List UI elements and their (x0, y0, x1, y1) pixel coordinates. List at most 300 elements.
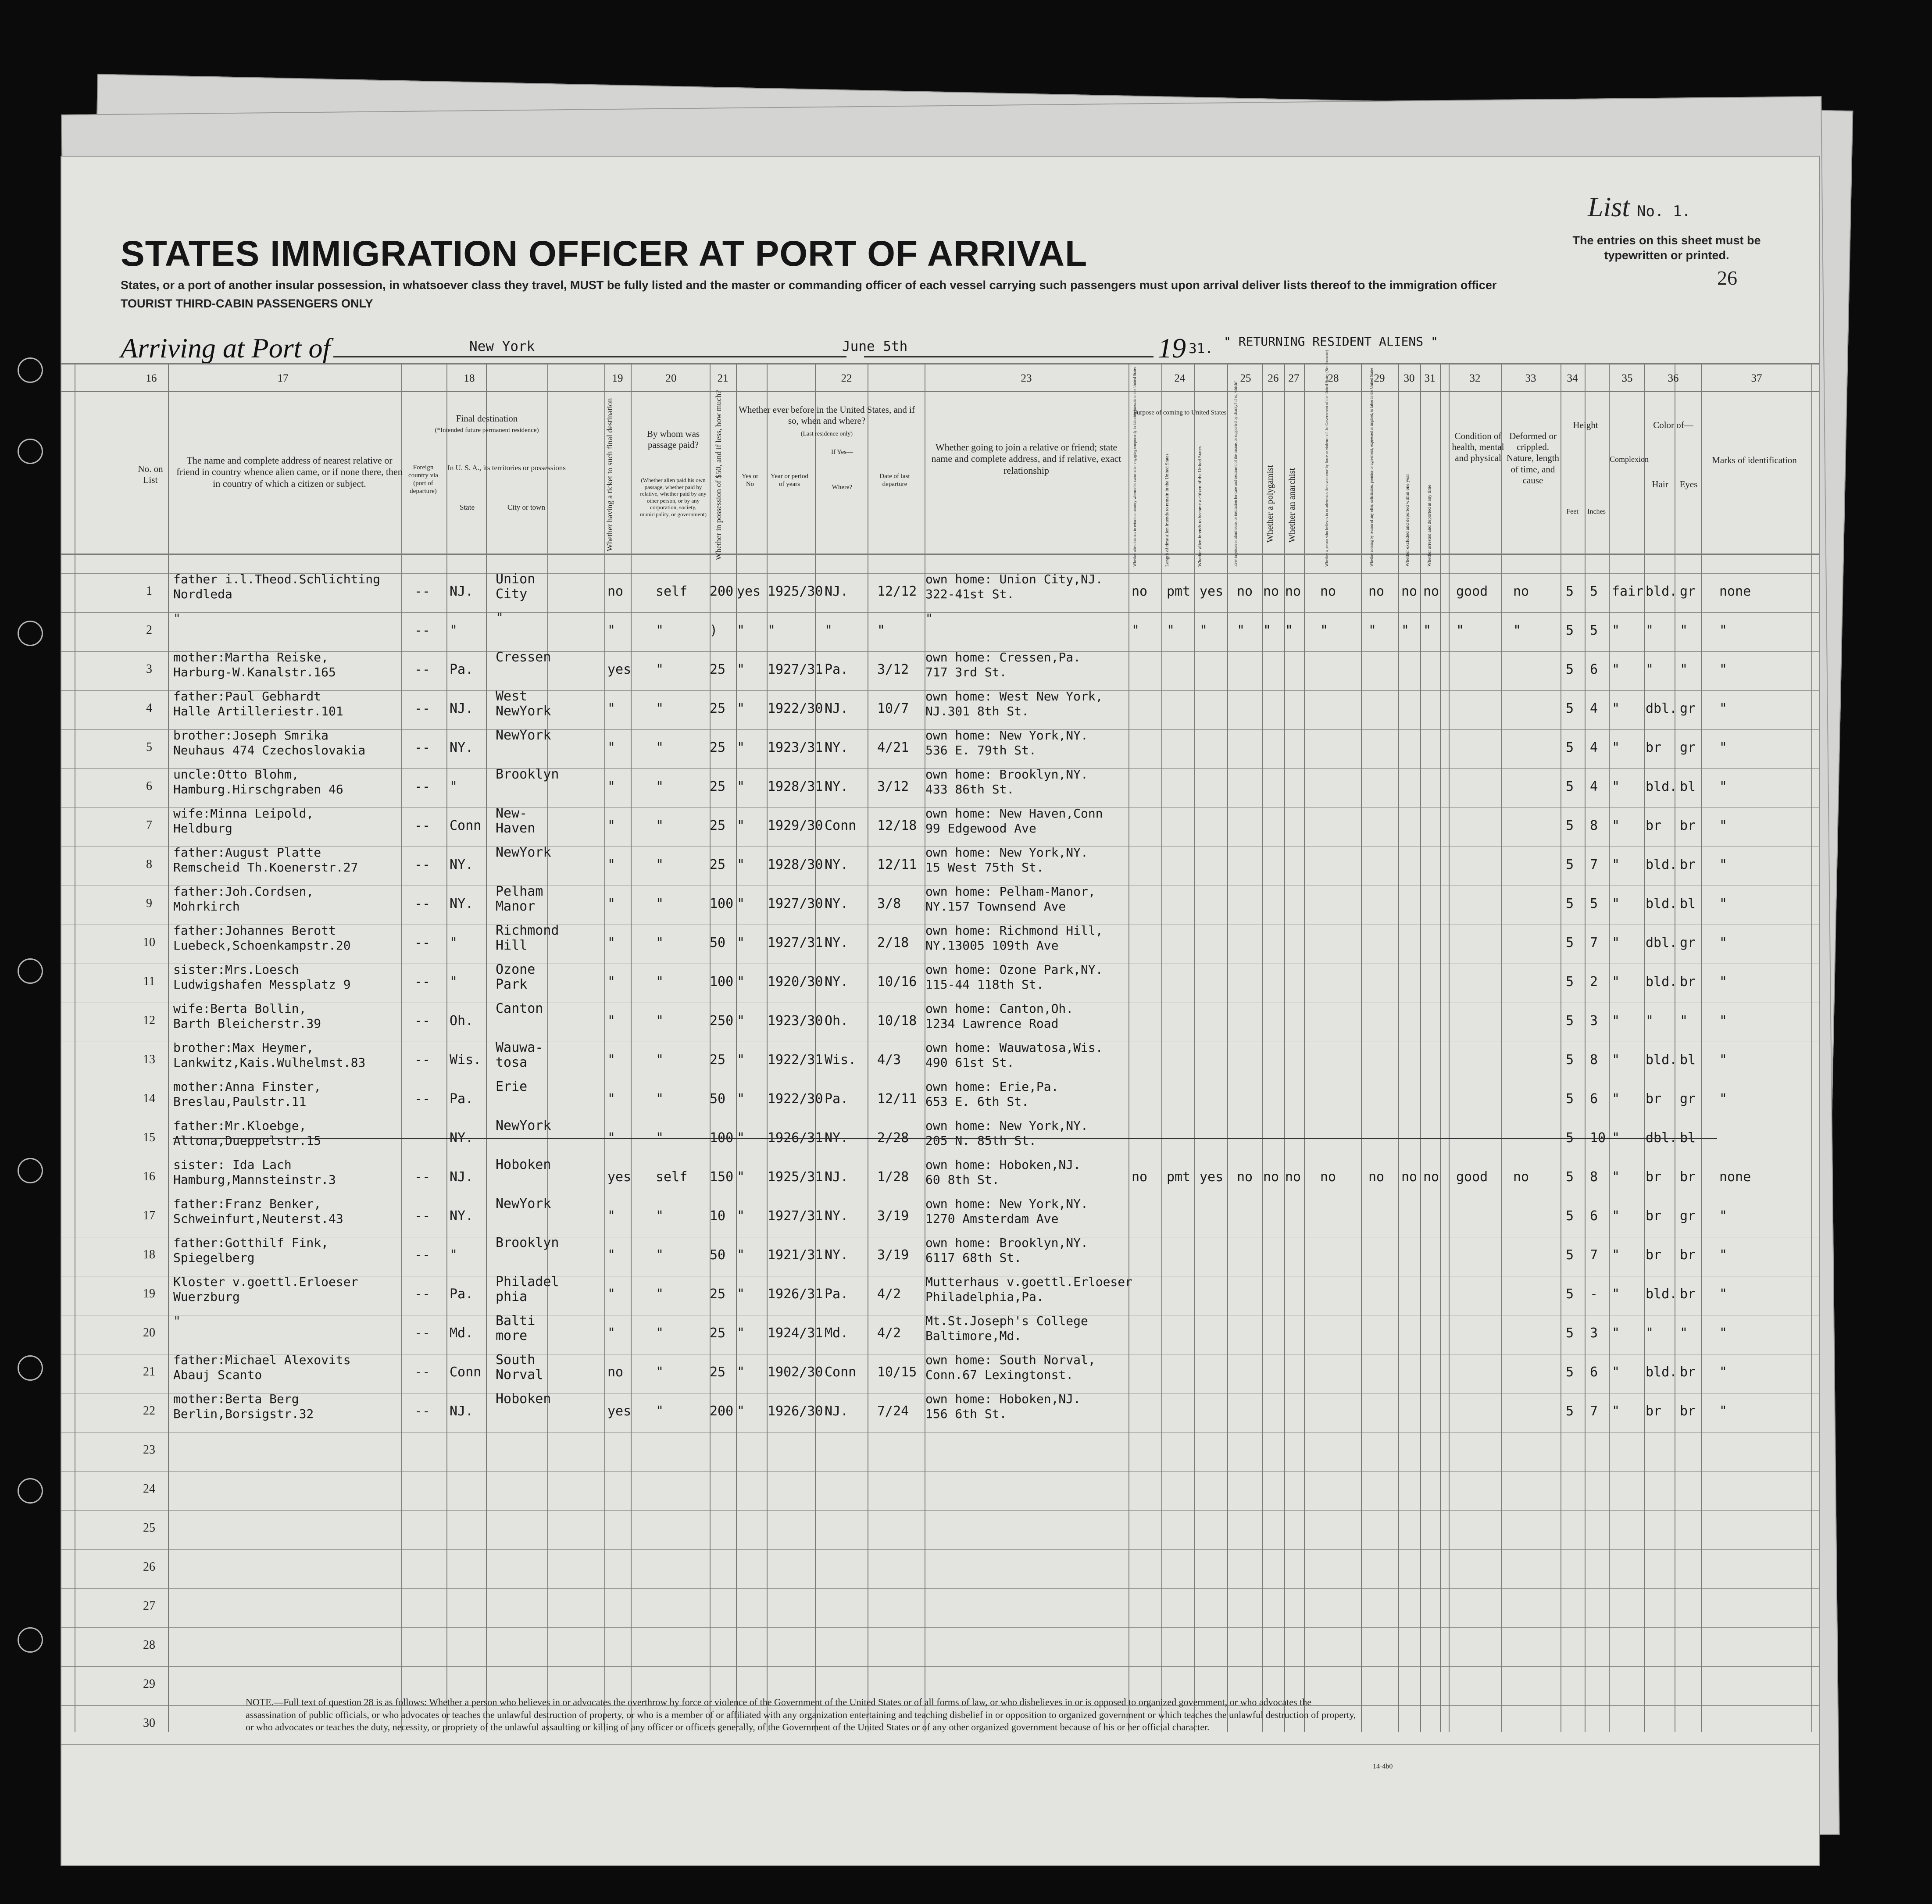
cell-joining-name: own home: Hoboken,NJ. (925, 1392, 1081, 1406)
cell-before-yes: " (737, 974, 745, 990)
cell-ticket: " (607, 740, 616, 755)
cell-joining-name: own home: New York,NY. (925, 1197, 1088, 1211)
cell-marks: " (1719, 1013, 1728, 1029)
cell-complexion: " (1612, 623, 1620, 638)
cell-city: Brooklyn (496, 1235, 559, 1250)
cell-years: 1923/31 (768, 740, 823, 755)
cell-relative-name: mother:Martha Reiske, (173, 650, 329, 664)
cell-marks: " (1719, 935, 1728, 950)
cell-paid-by: " (656, 779, 664, 794)
cell-inches: 8 (1590, 1169, 1598, 1185)
cell-departure-date: 12/11 (877, 1091, 917, 1107)
cell-where: Pa. (825, 662, 849, 677)
cell-marks: " (1719, 1052, 1728, 1068)
column-rule (1420, 363, 1421, 1732)
cell-joining-address: NY.157 Townsend Ave (925, 899, 1066, 914)
cell-where: NY. (825, 1208, 849, 1224)
cell-paid-by: " (656, 1208, 664, 1224)
cell-hair: br (1646, 740, 1662, 755)
column-rule (604, 363, 605, 1732)
cell-city-line2: Hill (496, 938, 528, 953)
header-28: Whether a person who believes in or advocates the overthrow by force or violence of the Government of the United States (See footnote) (1325, 350, 1329, 567)
cell-years: 1927/31 (768, 935, 823, 950)
column-rule (401, 363, 402, 1732)
cell-foreign-country: -- (414, 1091, 431, 1107)
cell-col-28: no (1320, 1169, 1336, 1185)
cell-complexion: " (1612, 1013, 1620, 1029)
column-rule (1585, 363, 1586, 1732)
binder-hole (18, 1158, 43, 1183)
cell-before-yes: " (737, 1130, 745, 1146)
cell-before-yes: " (737, 1325, 745, 1341)
cell-foreign-country: -- (414, 623, 431, 638)
cell-before-yes: " (737, 701, 745, 716)
cell-departure-date: 10/18 (877, 1013, 917, 1029)
header-where: Where? (832, 484, 853, 491)
cell-before-yes: " (737, 779, 745, 794)
footnote: NOTE.—Full text of question 28 is as follows: Whether a person who believes in or advocates the overthrow by force or violence of the Government of the United States or of all forms of law, or who disbelieves in or is opposed to organized government, or who advocates the assassination of public officials, or who advocates or teaches the unlawful destruction of property, or who is a member of or affiliated with any organization entertaining and teaching disbelief in or opposition to organized government or which teaches the unlawful destruction of property, or who advocates or teaches the duty, necessity, or propriety of the unlawful assaulting or killing of any officer or officers generally, of the Government of the United States or of any other organized government because of his or her official character. (246, 1697, 1356, 1733)
column-rule (1262, 363, 1263, 1732)
cell-col-31: no (1423, 584, 1439, 599)
row-number: 1 (146, 584, 152, 598)
cell-before-yes: " (737, 818, 745, 833)
cell-state: Oh. (450, 1013, 474, 1029)
column-rule (1811, 363, 1812, 1732)
cell-inches: 5 (1590, 623, 1598, 638)
cell-joining-name: " (925, 611, 933, 625)
cell-before-yes: " (737, 740, 745, 755)
column-rule (1128, 363, 1129, 1732)
cell-paid-by: " (656, 857, 664, 872)
cell-foreign-country: -- (414, 935, 431, 950)
cell-years: 1926/30 (768, 1404, 823, 1419)
cell-before-yes: " (737, 662, 745, 677)
cell-col-28: no (1320, 584, 1336, 599)
header-24b: Length of time alien intends to remain in the United States (1164, 454, 1170, 567)
cell-eyes: br (1680, 1286, 1696, 1302)
header-color-of: Color of— (1653, 420, 1693, 430)
cell-col-30: " (1401, 623, 1410, 638)
cell-hair: dbl. (1646, 1130, 1678, 1146)
cell-departure-date: 2/18 (877, 935, 909, 950)
cell-joining-name: own home: Richmond Hill, (925, 923, 1103, 938)
row-rule (61, 612, 1820, 613)
cell-departure-date: 10/15 (877, 1365, 917, 1380)
cell-relative-name: mother:Anna Finster, (173, 1079, 321, 1094)
header-city: City or town (507, 503, 545, 511)
row-number: 11 (143, 975, 155, 988)
cell-eyes: bl (1680, 779, 1696, 794)
cell-paid-by: " (656, 1247, 664, 1263)
row-number: 17 (143, 1209, 155, 1222)
cell-joining-address: 433 86th St. (925, 782, 1014, 797)
cell-foreign-country: -- (414, 1325, 431, 1341)
cell-inches: 2 (1590, 974, 1598, 990)
cell-paid-by: " (656, 1052, 664, 1068)
cell-col-24a: no (1132, 584, 1148, 599)
column-number: 33 (1525, 372, 1536, 384)
cell-paid-by: " (656, 1404, 664, 1419)
binder-hole (18, 958, 43, 984)
cell-relative-address: Nordleda (173, 587, 232, 601)
cell-eyes: gr (1680, 584, 1696, 599)
column-rule (1194, 363, 1195, 1732)
row-number: 9 (146, 897, 152, 910)
cell-hair: br (1646, 1091, 1662, 1107)
cell-col-31: no (1423, 1169, 1439, 1185)
cell-state: Wis. (450, 1052, 482, 1068)
cell-years: 1922/30 (768, 701, 823, 716)
cell-city-line2: Haven (496, 821, 536, 836)
cell-ticket: " (607, 1247, 616, 1263)
cell-city: Pelham (496, 884, 543, 899)
cell-money: 200 (710, 584, 734, 599)
column-rule (1644, 363, 1645, 1732)
row-number: 30 (143, 1716, 155, 1730)
cell-ticket: " (607, 1013, 616, 1029)
cell-complexion: " (1612, 1365, 1620, 1380)
cell-feet: 5 (1566, 935, 1574, 950)
header-in-usa: In U. S. A., its territories or possessions (447, 464, 566, 472)
cell-joining-name: own home: Union City,NJ. (925, 572, 1103, 586)
cell-money: 50 (710, 1091, 726, 1107)
cell-ticket: " (607, 896, 616, 911)
cell-departure-date: 3/8 (877, 896, 901, 911)
cell-money: 25 (710, 818, 726, 833)
column-rule (1701, 363, 1702, 1732)
cell-complexion: " (1612, 779, 1620, 794)
cell-relative-name: father i.l.Theod.Schlichting (173, 572, 381, 586)
cell-complexion: fair (1612, 584, 1644, 599)
row-number: 12 (143, 1014, 155, 1027)
column-rule (1361, 363, 1362, 1732)
row-number: 14 (143, 1092, 155, 1105)
cell-joining-address: 99 Edgewood Ave (925, 821, 1036, 836)
cell-feet: 5 (1566, 974, 1574, 990)
cell-relative-address: Luebeck,Schoenkampstr.20 (173, 938, 351, 953)
column-rule (446, 363, 447, 1732)
cell-where: NY. (825, 1130, 849, 1146)
cell-relative-address: Neuhaus 474 Czechoslovakia (173, 743, 366, 757)
cell-years: 1926/31 (768, 1130, 823, 1146)
cell-inches: 7 (1590, 1247, 1598, 1263)
cell-marks: " (1719, 1365, 1728, 1380)
header-no-on-list: No. on List (138, 464, 163, 486)
cell-relative-address: Hamburg,Mannsteinstr.3 (173, 1172, 336, 1187)
cell-city: Cressen (496, 650, 551, 665)
cell-inches: 5 (1590, 896, 1598, 911)
cell-where: NY. (825, 974, 849, 990)
cell-ticket: " (607, 818, 616, 833)
row-number: 5 (146, 740, 152, 754)
cell-hair: bld. (1646, 857, 1678, 872)
row-number: 26 (143, 1560, 155, 1574)
row-strikethrough (173, 1138, 1717, 1139)
cell-col-28: " (1320, 623, 1328, 638)
column-number: 32 (1469, 372, 1481, 384)
cell-years: 1927/31 (768, 1208, 823, 1224)
cell-col-25: no (1237, 584, 1253, 599)
header-joining: Whether going to join a relative or friend; state name and complete address, and if relative, exact relationship (931, 442, 1121, 476)
header-29: Whether coming by reason of any offer, solicitation, promise or agreement, expressed or implied, to labor in the United States (1369, 368, 1374, 567)
header-eyes: Eyes (1679, 479, 1698, 489)
cell-complexion: " (1612, 1208, 1620, 1224)
cell-foreign-country: -- (414, 1052, 431, 1068)
form-number: 14-4b0 (1373, 1763, 1393, 1770)
cell-feet: 5 (1566, 818, 1574, 833)
cell-years: 1924/31 (768, 1325, 823, 1341)
cell-state: NY. (450, 1130, 474, 1146)
column-rule (168, 363, 169, 1732)
cell-feet: 5 (1566, 1286, 1574, 1302)
cell-hair: bld. (1646, 974, 1678, 990)
column-number: 16 (146, 372, 157, 384)
cell-eyes: br (1680, 857, 1696, 872)
cell-inches: 6 (1590, 1091, 1598, 1107)
column-number: 20 (665, 372, 677, 384)
cell-complexion: " (1612, 1325, 1620, 1341)
cell-ticket: " (607, 1091, 616, 1107)
cell-inches: 4 (1590, 779, 1598, 794)
row-rule (61, 1666, 1820, 1667)
cell-relative-address: Schweinfurt,Neuterst.43 (173, 1211, 343, 1226)
cell-relative-address: Harburg-W.Kanalstr.165 (173, 665, 336, 679)
row-rule (61, 1588, 1820, 1589)
column-number: 28 (1328, 372, 1339, 384)
cell-feet: 5 (1566, 1091, 1574, 1107)
cell-money: 50 (710, 935, 726, 950)
cell-paid-by: " (656, 662, 664, 677)
cell-joining-address: Baltimore,Md. (925, 1329, 1022, 1343)
cell-where: NJ. (825, 701, 849, 716)
cell-before-yes: " (737, 1013, 745, 1029)
cell-where: Conn (825, 818, 857, 833)
cell-paid-by: " (656, 623, 664, 638)
cell-feet: 5 (1566, 1404, 1574, 1419)
cell-city: South (496, 1352, 536, 1368)
column-number: 17 (277, 372, 289, 384)
cell-state: Pa. (450, 1286, 474, 1302)
cell-before-yes: " (737, 1286, 745, 1302)
cell-marks: " (1719, 701, 1728, 716)
cell-city: NewYork (496, 1196, 551, 1211)
cell-col-25: no (1237, 1169, 1253, 1185)
header-if-yes: If Yes— (831, 449, 853, 456)
cell-joining-address: 15 West 75th St. (925, 860, 1044, 875)
cell-relative-address: Lankwitz,Kais.Wulhelmst.83 (173, 1055, 366, 1070)
cell-departure-date: 12/12 (877, 584, 917, 599)
column-rule (1227, 363, 1228, 1732)
cell-city: Richmond (496, 923, 559, 938)
cell-foreign-country: -- (414, 1247, 431, 1263)
cell-years: 1922/31 (768, 1052, 823, 1068)
cell-col-24a: " (1132, 623, 1140, 638)
column-number: 36 (1668, 372, 1679, 384)
cell-ticket: yes (607, 662, 632, 677)
cell-city: Balti (496, 1313, 536, 1329)
cell-state: NY. (450, 896, 474, 911)
cell-inches: 3 (1590, 1013, 1598, 1029)
cell-complexion: " (1612, 935, 1620, 950)
cell-complexion: " (1612, 974, 1620, 990)
cell-inches: 6 (1590, 1365, 1598, 1380)
cell-feet: 5 (1566, 896, 1574, 911)
header-years: Year or period of years (771, 473, 808, 488)
cell-marks: " (1719, 1247, 1728, 1263)
cell-money: 100 (710, 974, 734, 990)
cell-foreign-country: -- (414, 584, 431, 599)
cell-city: Wauwa- (496, 1040, 543, 1055)
year-suffix: 31. (1189, 341, 1213, 357)
cell-joining-address: 156 6th St. (925, 1407, 1007, 1421)
cell-col-26: no (1263, 1169, 1279, 1185)
row-number: 24 (143, 1482, 155, 1496)
cell-relative-name: father:August Platte (173, 845, 321, 860)
cell-paid-by: self (656, 1169, 688, 1185)
cell-city-line2: more (496, 1328, 528, 1343)
cell-money: 25 (710, 1286, 726, 1302)
cell-complexion: " (1612, 1286, 1620, 1302)
cell-paid-by: " (656, 1365, 664, 1380)
header-25: Ever in prison or almshouse, or institution for care and treatment of the insane, or supported by charity? If so, which? (1233, 381, 1238, 567)
cell-state: Md. (450, 1325, 474, 1341)
cell-joining-name: own home: Brooklyn,NY. (925, 767, 1088, 782)
cell-joining-address: NJ.301 8th St. (925, 704, 1029, 718)
cell-state: Conn (450, 818, 482, 833)
cell-relative-address: Remscheid Th.Koenerstr.27 (173, 860, 358, 875)
port-value: New York (469, 339, 535, 354)
row-number: 7 (146, 818, 152, 832)
column-rule (1398, 363, 1399, 1732)
cell-paid-by: " (656, 1130, 664, 1146)
row-number: 23 (143, 1443, 155, 1457)
cell-condition: good (1456, 584, 1488, 599)
sheet-number: 26 (1717, 267, 1737, 289)
cell-eyes: br (1680, 1365, 1696, 1380)
cell-years: 1927/30 (768, 896, 823, 911)
cell-ticket: no (607, 584, 624, 599)
row-number: 25 (143, 1521, 155, 1535)
cell-where: Md. (825, 1325, 849, 1341)
cell-before-yes: " (737, 896, 745, 911)
cell-joining-address: 717 3rd St. (925, 665, 1007, 679)
cell-years: 1928/30 (768, 857, 823, 872)
cell-city: Hoboken (496, 1157, 551, 1172)
cell-inches: 8 (1590, 1052, 1598, 1068)
cell-where: NY. (825, 896, 849, 911)
cell-complexion: " (1612, 1130, 1620, 1146)
cell-city: Canton (496, 1001, 543, 1016)
cell-eyes: bl (1680, 1130, 1696, 1146)
cell-joining-address: Conn.67 Lexingtonst. (925, 1368, 1074, 1382)
cell-joining-name: own home: New York,NY. (925, 728, 1088, 743)
cell-relative-name: uncle:Otto Blohm, (173, 767, 299, 782)
cell-years: 1928/31 (768, 779, 823, 794)
row-rule (61, 1627, 1820, 1628)
cell-inches: 7 (1590, 857, 1598, 872)
column-rule (710, 363, 711, 1732)
cell-city-line2: phia (496, 1289, 528, 1304)
cell-relative-name: brother:Joseph Smrika (173, 728, 329, 743)
cell-where: NY. (825, 740, 849, 755)
cell-col-25: " (1237, 623, 1245, 638)
cell-before-yes: " (737, 623, 745, 638)
header-complexion: Complexion (1610, 455, 1649, 464)
cell-marks: " (1719, 1404, 1728, 1419)
cell-relative-name: father:Paul Gebhardt (173, 689, 321, 704)
cell-city-line2: Norval (496, 1367, 543, 1382)
cell-marks: " (1719, 818, 1728, 833)
column-number: 26 (1268, 372, 1279, 384)
cell-state: Pa. (450, 662, 474, 677)
header-bottom-rule (61, 554, 1820, 555)
cell-joining-name: own home: Erie,Pa. (925, 1079, 1059, 1094)
row-number: 6 (146, 779, 152, 793)
cell-col-29: no (1368, 584, 1385, 599)
cell-departure-date: 3/19 (877, 1247, 909, 1263)
cell-money: 25 (710, 857, 726, 872)
cell-col-30: no (1401, 584, 1418, 599)
cell-joining-name: own home: New York,NY. (925, 1118, 1088, 1133)
row-number: 2 (146, 623, 152, 637)
cell-relative-name: mother:Berta Berg (173, 1392, 299, 1406)
header-purpose: Purpose of coming to United States (1133, 409, 1227, 416)
cell-marks: " (1719, 896, 1728, 911)
cell-joining-address: 1234 Lawrence Road (925, 1016, 1059, 1031)
cell-inches: 7 (1590, 1404, 1598, 1419)
cell-money: 100 (710, 1130, 734, 1146)
header-ticket: Whether having a ticket to such final destination (605, 398, 614, 551)
cell-ticket: " (607, 1208, 616, 1224)
cell-state: NY. (450, 857, 474, 872)
cell-col-24b: pmt (1167, 584, 1191, 599)
cell-city: West (496, 689, 528, 704)
page-title: STATES IMMIGRATION OFFICER AT PORT OF ARRIVAL (121, 234, 1088, 274)
cell-eyes: gr (1680, 1091, 1696, 1107)
cell-state: " (450, 935, 458, 950)
cell-paid-by: " (656, 740, 664, 755)
cell-complexion: " (1612, 818, 1620, 833)
column-rule (1304, 363, 1305, 1732)
cell-money: 25 (710, 740, 726, 755)
cell-departure-date: 12/18 (877, 818, 917, 833)
cell-where: NJ. (825, 584, 849, 599)
cell-relative-address: Ludwigshafen Messplatz 9 (173, 977, 351, 992)
cell-joining-name: own home: Wauwatosa,Wis. (925, 1040, 1103, 1055)
cell-departure-date: 4/3 (877, 1052, 901, 1068)
column-number: 18 (464, 372, 475, 384)
cell-foreign-country: -- (414, 1365, 431, 1380)
column-number: 23 (1021, 372, 1032, 384)
cell-hair: dbl. (1646, 935, 1678, 950)
instruction-line: States, or a port of another insular possession, in whatsoever class they travel, MUST be fully listed and the master or commanding officer of each vessel carrying such passengers must upon arrival deliver lists thereof to the immigration officer (121, 279, 1497, 292)
column-number: 25 (1240, 372, 1251, 384)
header-paid-by-note: (Whether alien paid his own passage, whether paid by relative, whether paid by any other person, or by any corporation, society, municipality, or government) (640, 477, 707, 518)
cell-departure-date: 4/2 (877, 1325, 901, 1341)
cell-departure-date: 12/11 (877, 857, 917, 872)
cell-eyes: br (1680, 1404, 1696, 1419)
cell-years: 1921/31 (768, 1247, 823, 1263)
cell-ticket: no (607, 1365, 624, 1380)
cell-marks: " (1719, 623, 1728, 638)
cell-complexion: " (1612, 1091, 1620, 1107)
cell-hair: bld. (1646, 1286, 1678, 1302)
cell-city-line2: tosa (496, 1055, 528, 1070)
cell-foreign-country: -- (414, 896, 431, 911)
cell-feet: 5 (1566, 1208, 1574, 1224)
cell-eyes: " (1680, 1325, 1688, 1341)
typed-entries-note: The entries on this sheet must be typewritten or printed. (1572, 234, 1761, 262)
